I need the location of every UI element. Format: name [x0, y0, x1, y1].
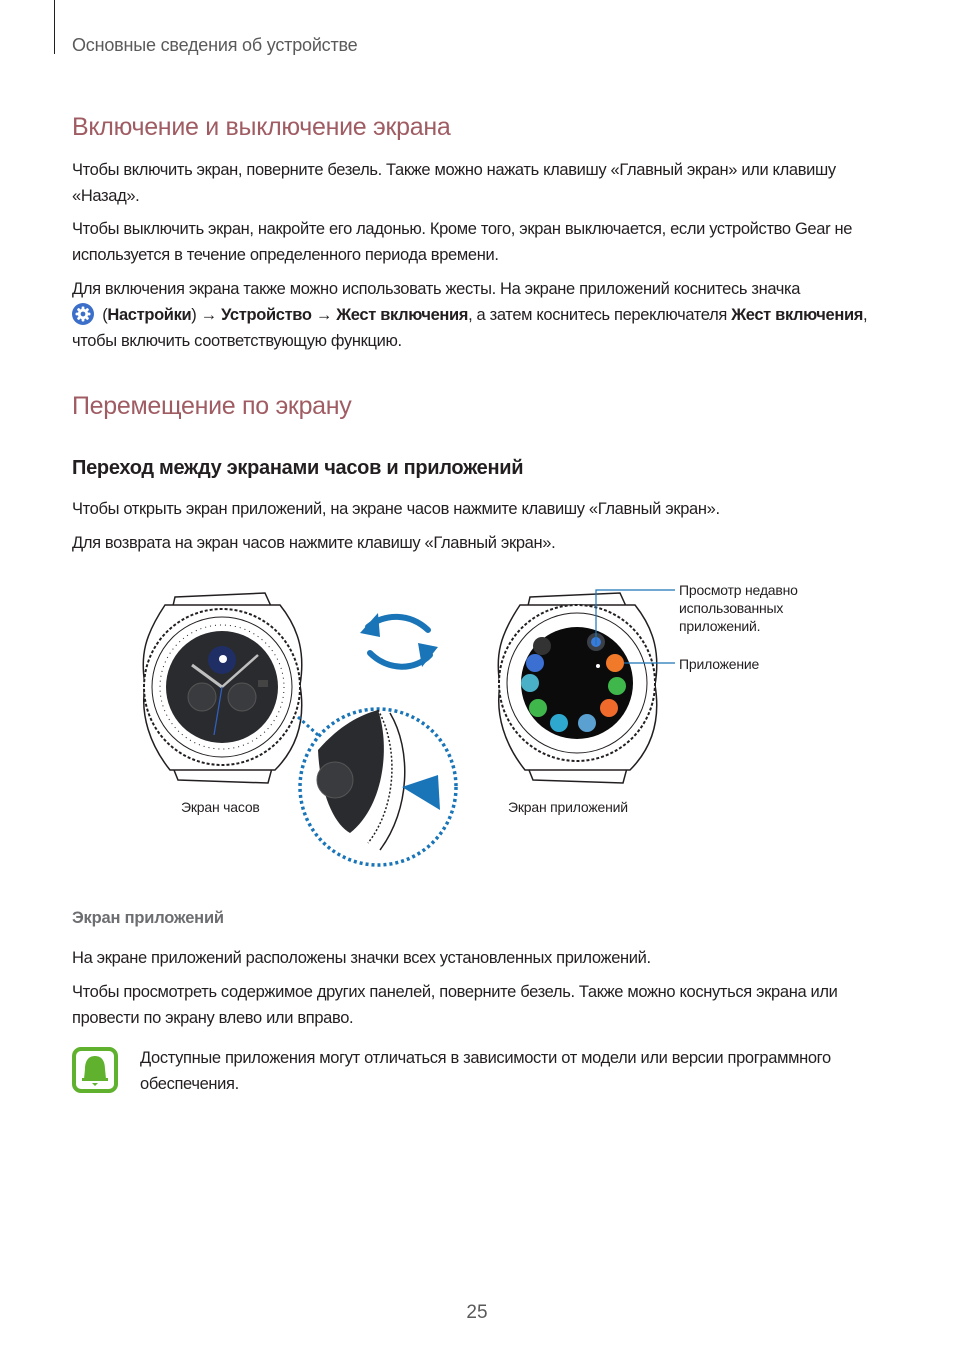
paragraph-turn-off: Чтобы выключить экран, накройте его ладонью. Кроме того, экран выключается, если устройство Gear не используется в течение определенного периода времени. — [72, 220, 853, 264]
running-header: Основные сведения об устройстве — [72, 35, 358, 55]
device-label: Устройство — [221, 306, 312, 324]
wake-gesture-label: Жест включения — [336, 306, 469, 324]
paragraph-turn-on: Чтобы включить экран, поверните безель. Также можно нажать клавишу «Главный экран» или клавишу «Назад». — [72, 161, 836, 205]
paragraph-gesture: Для включения экрана также можно использовать жесты. На экране приложений коснитесь значка (Настройки) → Устройство → Жест включения, а затем коснитесь переключателя Жест включения, чтобы включить соответствующую функцию. — [72, 280, 868, 350]
note-text: Доступные приложения могут отличаться в зависимости от модели или версии программного обеспечения. — [140, 1049, 831, 1093]
watch-screens-figure — [140, 575, 840, 875]
watch-face-illustration — [143, 593, 302, 783]
settings-label: Настройки — [107, 306, 192, 324]
apps-screen-illustration — [498, 593, 657, 783]
caption-watch-screen: Экран часов — [181, 799, 260, 815]
subsection-title-switch-screens: Переход между экранами часов и приложений — [72, 457, 524, 479]
paragraph-apps-panels: Чтобы просмотреть содержимое других панелей, поверните безель. Также можно коснуться экрана или провести по экрану влево или вправо. — [72, 983, 838, 1027]
caption-apps-screen: Экран приложений — [508, 799, 628, 815]
section-title-screen-on-off: Включение и выключение экрана — [72, 113, 451, 141]
wake-gesture-toggle-label: Жест включения — [731, 306, 864, 324]
paragraph-open-apps: Чтобы открыть экран приложений, на экране часов нажмите клавишу «Главный экран». — [72, 500, 720, 518]
paragraph-apps-icons: На экране приложений расположены значки всех установленных приложений. — [72, 949, 651, 967]
subheading-apps-screen: Экран приложений — [72, 909, 224, 927]
callout-app: Приложение — [679, 656, 760, 672]
settings-gear-icon — [72, 303, 94, 325]
page-number: 25 — [466, 1302, 488, 1323]
paragraph-return-watch: Для возврата на экран часов нажмите клавишу «Главный экран». — [72, 534, 556, 552]
section-title-navigation: Перемещение по экрану — [72, 392, 352, 420]
page-margin-rule — [54, 0, 55, 54]
callout-recent-apps: Просмотр недавно использованных приложений. — [679, 582, 798, 634]
bell-icon — [72, 1047, 118, 1093]
